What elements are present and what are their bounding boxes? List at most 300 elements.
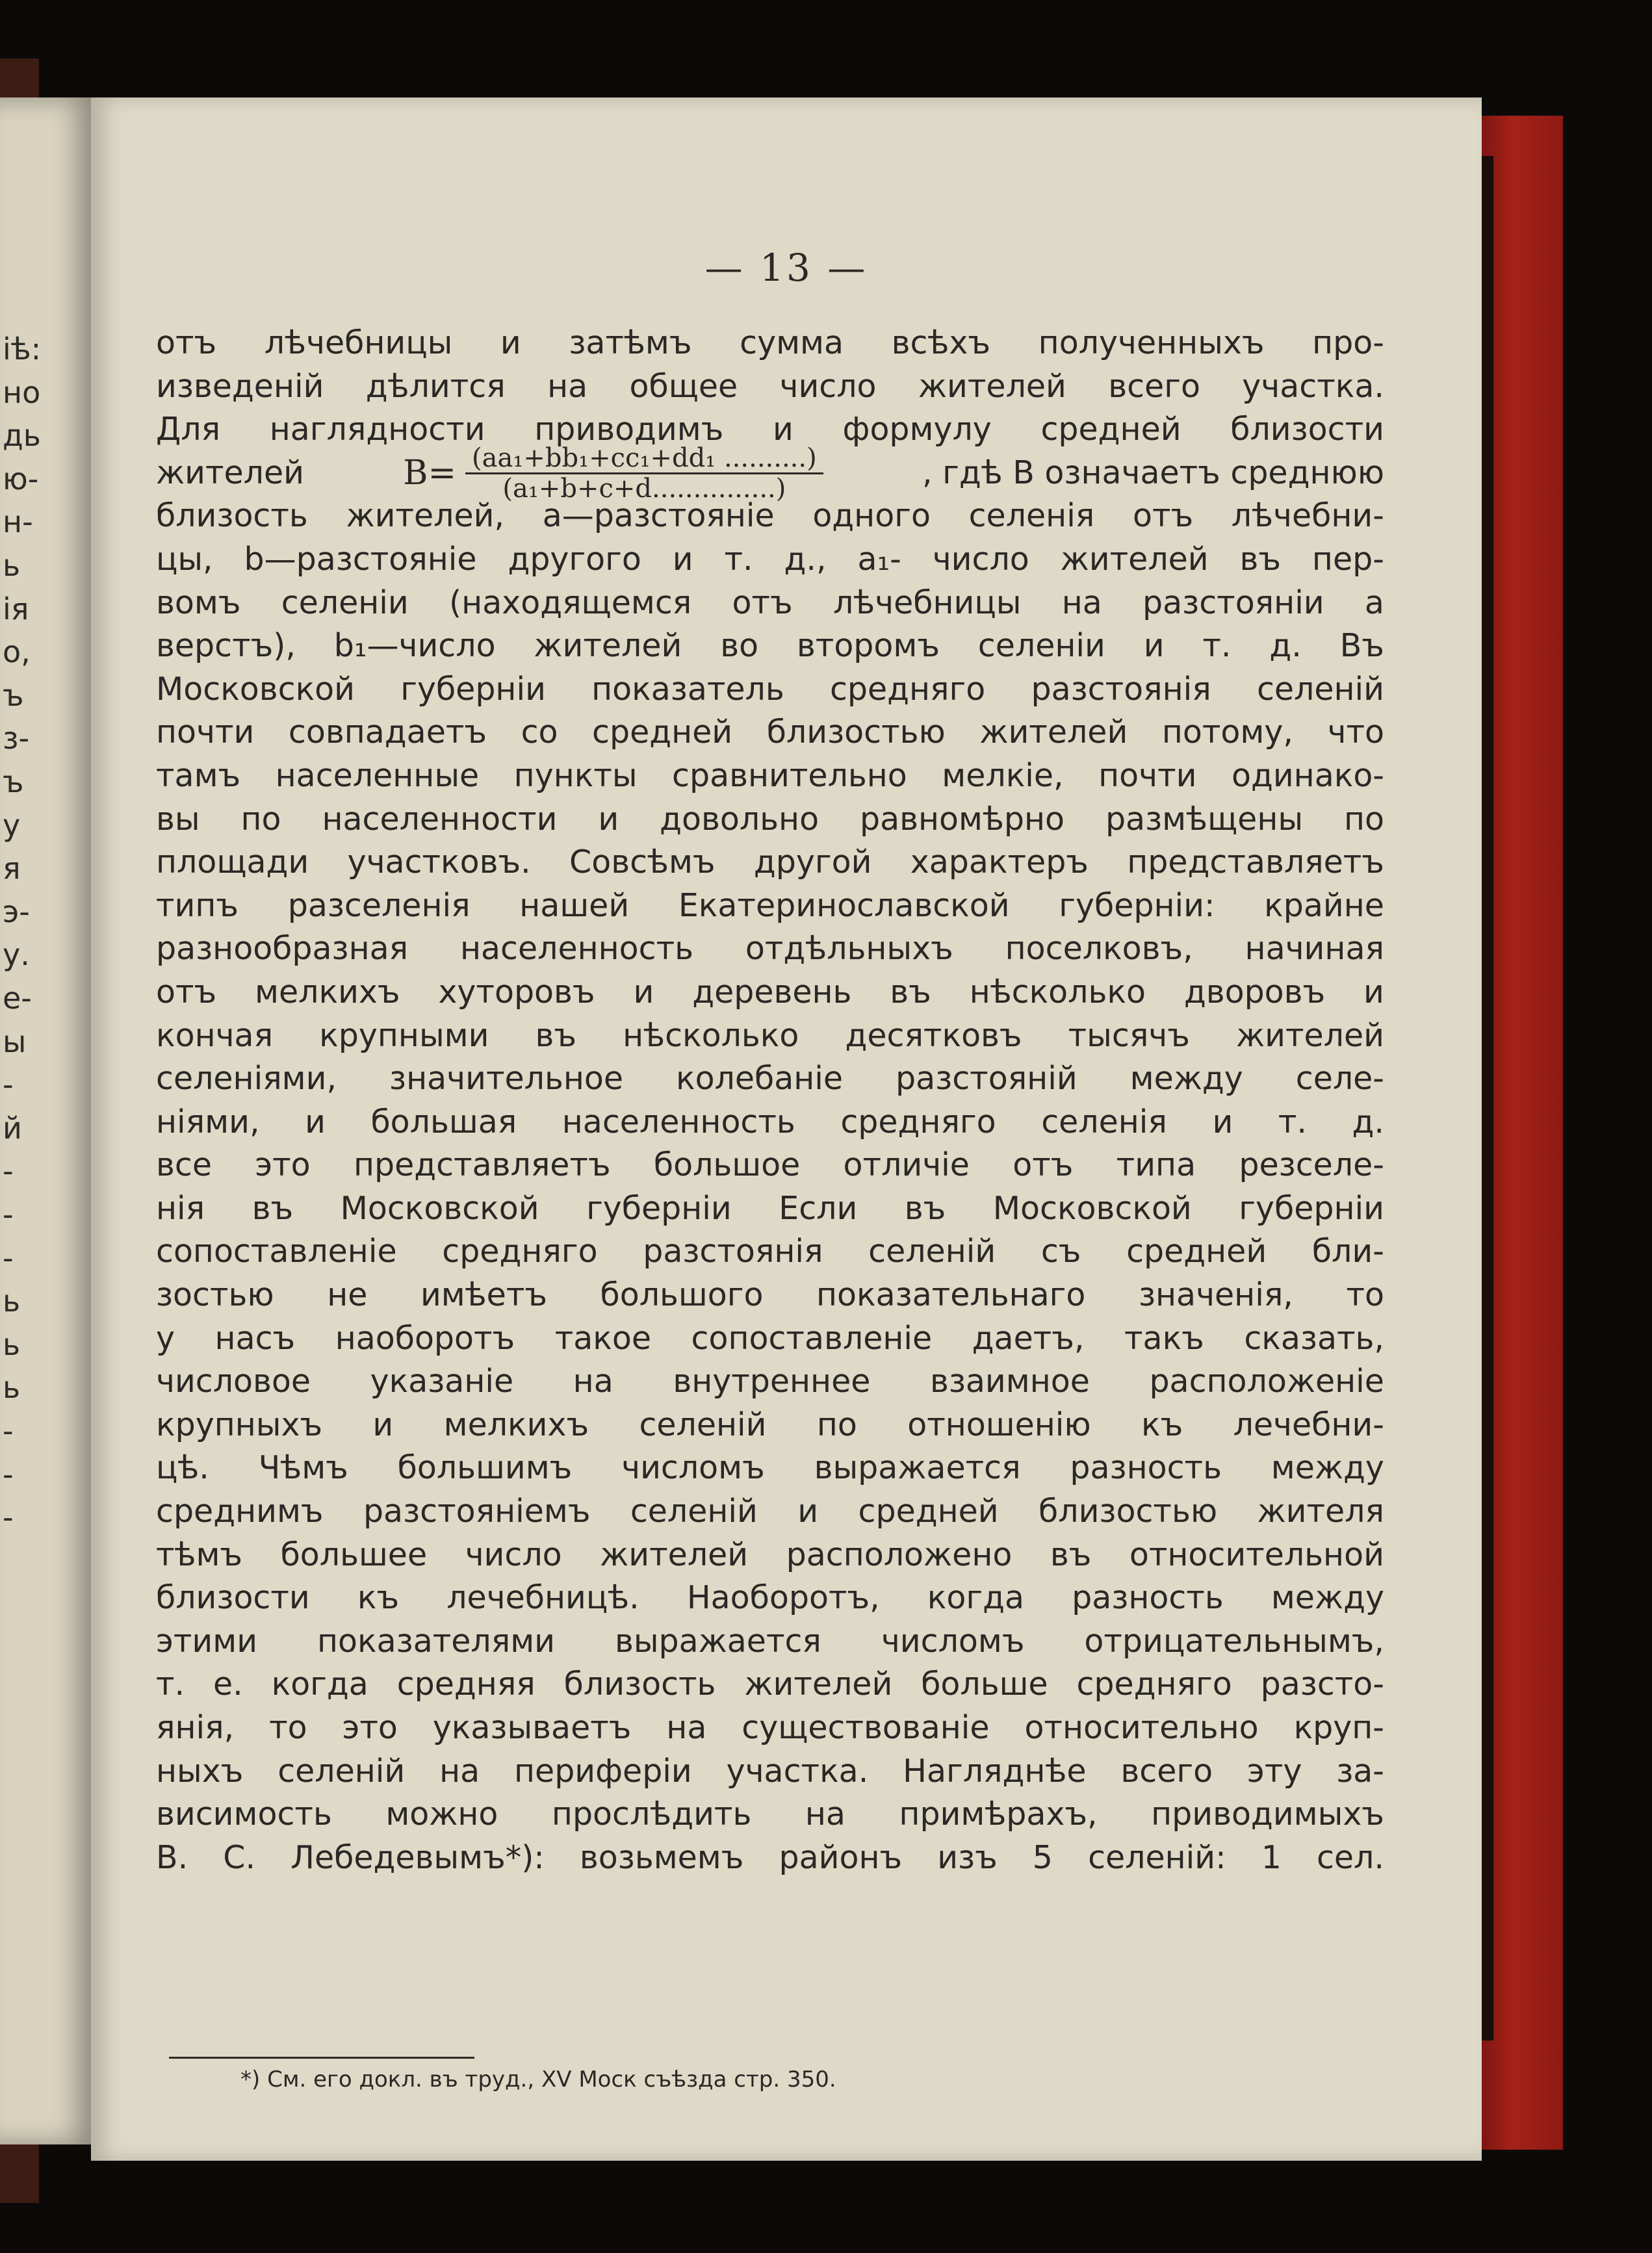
word: большого [600, 1276, 764, 1314]
word: указываетъ [432, 1709, 632, 1746]
word: селеній: [1088, 1838, 1226, 1876]
word: всего [1108, 367, 1200, 405]
word: населенность [561, 1103, 795, 1140]
word: въ [904, 1189, 946, 1227]
word: Для [156, 411, 221, 448]
text-line [156, 1187, 1384, 1231]
word: за- [1336, 1752, 1384, 1790]
word: больше [921, 1666, 1048, 1703]
text-line [156, 1577, 1384, 1620]
word: селеній [868, 1233, 996, 1270]
word: т. [724, 540, 753, 578]
word: д. [1352, 1103, 1384, 1140]
word: а—разстояніе [542, 497, 775, 535]
previous-page-fragment: н- [3, 504, 33, 540]
word: близость [156, 497, 308, 535]
word: и [1212, 1103, 1233, 1140]
text-line [156, 971, 1384, 1014]
word: по [1343, 800, 1384, 838]
word: и [305, 1103, 326, 1140]
word: показатель [591, 670, 784, 708]
word: прослѣдить [551, 1796, 752, 1833]
word: Чѣмъ [258, 1449, 348, 1487]
word: зостью [156, 1276, 274, 1314]
text-line [156, 1014, 1384, 1058]
word: можно [385, 1796, 498, 1833]
word: селеніи [977, 627, 1105, 665]
word: и [1143, 627, 1165, 665]
word: въ [1239, 540, 1282, 578]
word: равномѣрно [860, 800, 1065, 838]
word: лечебницѣ. [446, 1579, 639, 1617]
previous-page-fragment: - [3, 1153, 14, 1189]
previous-page-fragment: у. [3, 937, 30, 973]
word: и [672, 540, 693, 578]
previous-page-fragment: з- [3, 721, 30, 756]
word: поселковъ, [1005, 930, 1193, 968]
word: и [598, 800, 619, 838]
word: т. [1202, 627, 1232, 665]
word: представляетъ [353, 1146, 611, 1184]
previous-page-fragment: - [3, 1413, 14, 1448]
word: и [500, 324, 521, 361]
word: средней [858, 1493, 999, 1530]
word: на [547, 367, 588, 405]
text-line [156, 495, 1384, 538]
word: и [1363, 973, 1384, 1011]
word: размѣщены [1105, 800, 1304, 838]
word: почти [1098, 756, 1197, 794]
word: типа [1116, 1146, 1196, 1184]
word: губерніи [586, 1189, 732, 1227]
word: разнообразная [156, 930, 409, 968]
word: значительное [389, 1060, 624, 1098]
previous-page-fragment: ь [3, 1370, 21, 1406]
word: наоборотъ [335, 1319, 515, 1357]
word: среднимъ [156, 1493, 324, 1530]
text-line [156, 1404, 1384, 1447]
text-line [156, 1836, 1384, 1880]
word: средней [1126, 1233, 1267, 1270]
text-line [156, 538, 1384, 582]
word: и [797, 1493, 819, 1530]
word: на [439, 1752, 480, 1790]
word: a₁- [857, 540, 901, 578]
word: резселе- [1239, 1146, 1384, 1184]
word: дворовъ [1183, 973, 1326, 1011]
word: сопоставленіе [691, 1319, 933, 1357]
word: лѣчебницы [264, 324, 453, 361]
previous-page-fragment: ь [3, 1283, 21, 1319]
word: когда [271, 1666, 368, 1703]
word: селеній [1256, 670, 1384, 708]
formula-line [156, 443, 1384, 504]
word: участковъ. [347, 843, 531, 881]
previous-page-fragment: ы [3, 1024, 27, 1059]
word: 1 [1261, 1838, 1282, 1876]
word: и [372, 1406, 394, 1443]
previous-page-fragment: ъ [3, 764, 24, 799]
word: числовое [156, 1363, 311, 1400]
word: жителей [979, 714, 1128, 751]
text-line [156, 1057, 1384, 1101]
text-line [156, 1230, 1384, 1274]
previous-page-fragment: но [3, 374, 41, 410]
word: селеній [277, 1752, 406, 1790]
word: что [1327, 714, 1384, 751]
word: большее [280, 1536, 428, 1573]
word: лѣчебни- [1231, 497, 1384, 535]
word: разселенія [287, 886, 471, 924]
word: жителей [744, 1666, 893, 1703]
word: большое [653, 1146, 801, 1184]
text-line [156, 1447, 1384, 1490]
word: близостью [766, 714, 946, 751]
word: отъ [156, 324, 217, 361]
text-line [156, 1706, 1384, 1750]
formula-denominator: (a₁+b+c+d...............) [502, 473, 786, 504]
word: пункты [513, 756, 638, 794]
previous-page-fragment: э- [3, 894, 30, 929]
previous-page-fragment: ія [3, 591, 29, 626]
word: разсто- [1260, 1666, 1384, 1703]
word: разстояніи [1142, 584, 1324, 621]
word: висимость [156, 1796, 332, 1833]
text-line [156, 1490, 1384, 1534]
word: близости [1230, 411, 1384, 448]
word: близостью [1039, 1493, 1218, 1530]
previous-page-fragment: о, [3, 634, 31, 670]
mean-proximity-formula [403, 444, 823, 503]
word: то [1346, 1276, 1384, 1314]
word: между [1271, 1449, 1384, 1487]
text-line [156, 582, 1384, 625]
word: числомъ [881, 1622, 1025, 1660]
word: отъ [1013, 1146, 1074, 1184]
word: приводимыхъ [1151, 1796, 1384, 1833]
word: въ [890, 973, 931, 1011]
word: бли- [1311, 1233, 1384, 1270]
word: общее [629, 367, 738, 405]
word: все [156, 1146, 212, 1184]
word: Московской [156, 670, 355, 708]
word: жителей [600, 1536, 749, 1573]
word: лѣчебницы [832, 584, 1022, 621]
word: селеніи [281, 584, 409, 621]
word: ніями, [156, 1103, 260, 1140]
word: е. [213, 1666, 243, 1703]
word: колебаніе [675, 1060, 844, 1098]
word: губерніи [400, 670, 546, 708]
word: на [666, 1709, 707, 1746]
previous-page-fragment: я [3, 851, 21, 886]
word: показателями [317, 1622, 556, 1660]
word: мелкіе, [942, 756, 1064, 794]
word: отъ [1132, 497, 1194, 535]
word: потому, [1161, 714, 1293, 751]
word: круп- [1293, 1709, 1384, 1746]
word: тысячъ [1068, 1016, 1190, 1054]
word: другой [753, 843, 872, 881]
word: хуторовъ [438, 973, 595, 1011]
word: не [327, 1276, 368, 1314]
word: почти [156, 714, 255, 751]
word: селенія [1041, 1103, 1167, 1140]
formula-fraction [465, 444, 823, 503]
word: вы [156, 800, 200, 838]
text-line [156, 1793, 1384, 1836]
word: ныхъ [156, 1752, 244, 1790]
word: отношенію [907, 1406, 1091, 1443]
word: участка. [1242, 367, 1384, 405]
text-line [156, 798, 1384, 842]
word: средней [592, 714, 733, 751]
word: лечебни- [1233, 1406, 1384, 1443]
text-line [156, 1750, 1384, 1794]
word: число [779, 367, 877, 405]
word: нашей [519, 886, 630, 924]
word: Наоборотъ, [686, 1579, 880, 1617]
word: относительно [1024, 1709, 1259, 1746]
word: отъ [732, 584, 793, 621]
text-line [156, 1274, 1384, 1317]
word: селе- [1295, 1060, 1384, 1098]
word: со [521, 714, 558, 751]
word: имѣетъ [420, 1276, 547, 1314]
page-number: — 13 — [704, 246, 868, 290]
word: число [465, 1536, 562, 1573]
word: показательнаго [816, 1276, 1086, 1314]
word: В. [156, 1838, 188, 1876]
text-line [156, 668, 1384, 712]
text-line [156, 1144, 1384, 1187]
previous-page-fragment: іѣ: [3, 331, 42, 367]
previous-page-fragment: ь [3, 1326, 21, 1362]
word: эту [1246, 1752, 1302, 1790]
word: селеній [630, 1493, 758, 1530]
word: верстъ), [156, 627, 296, 665]
word: селеній [639, 1406, 767, 1443]
word: сказать, [1244, 1319, 1384, 1357]
word: полученныхъ [1038, 324, 1265, 361]
word: средняго [442, 1233, 598, 1270]
word: разстояній [896, 1060, 1078, 1098]
word: взаимное [929, 1363, 1090, 1400]
word: средняго [840, 1103, 996, 1140]
word: указаніе [370, 1363, 514, 1400]
word: то [269, 1709, 307, 1746]
word: на [805, 1796, 845, 1833]
word: т. [156, 1666, 185, 1703]
word: населенные [275, 756, 480, 794]
previous-page-fragment: - [3, 1067, 14, 1103]
text-line [156, 1534, 1384, 1577]
word: большая [370, 1103, 517, 1140]
word: мелкихъ [443, 1406, 589, 1443]
word: расположено [786, 1536, 1013, 1573]
word: по [816, 1406, 857, 1443]
previous-page-fragment: - [3, 1456, 14, 1492]
word: существованіе [742, 1709, 990, 1746]
word: дѣлится [365, 367, 506, 405]
word: С. [223, 1838, 256, 1876]
word: второмъ [796, 627, 940, 665]
word: довольно [660, 800, 820, 838]
word: Нагляднѣе [903, 1752, 1087, 1790]
word: а [1364, 584, 1384, 621]
word: одинако- [1231, 756, 1384, 794]
word: разность [1070, 1449, 1222, 1487]
word: 5 [1032, 1838, 1053, 1876]
word: совпадаетъ [288, 714, 487, 751]
word: близости [156, 1579, 310, 1617]
word: внутреннее [673, 1363, 871, 1400]
word: населенности [322, 800, 558, 838]
word: къ [357, 1579, 400, 1617]
word: цѣ. [156, 1449, 209, 1487]
word: это [255, 1146, 311, 1184]
word: средней [1040, 411, 1181, 448]
word: приводимъ [534, 411, 724, 448]
footnote: *) См. его докл. въ труд., XV Моск съѣзда стр. 350. [240, 2066, 836, 2092]
text-line [156, 624, 1384, 668]
word: отрицательнымъ, [1084, 1622, 1384, 1660]
text-line [156, 322, 1384, 365]
word: на [573, 1363, 613, 1400]
text-line [156, 1620, 1384, 1664]
word: жителей [1235, 1016, 1384, 1054]
text-line [156, 754, 1384, 798]
word: и [773, 411, 794, 448]
word: выражается [814, 1449, 1021, 1487]
word: сопоставленіе [156, 1233, 397, 1270]
word: изъ [937, 1838, 998, 1876]
text-line [156, 884, 1384, 928]
text-line [156, 1101, 1384, 1144]
word: большимъ [397, 1449, 573, 1487]
word: жителя [1257, 1493, 1384, 1530]
word: жителей, [346, 497, 505, 535]
word: выражается [614, 1622, 821, 1660]
word: тѣмъ [156, 1536, 243, 1573]
word: д., [784, 540, 827, 578]
word: близость [563, 1666, 716, 1703]
previous-page-fragment: й [3, 1110, 22, 1146]
word: нѣсколько [623, 1016, 799, 1054]
word: когда [927, 1579, 1025, 1617]
word: Совсѣмъ [569, 843, 716, 881]
word: такъ [1124, 1319, 1204, 1357]
word: Въ [1339, 627, 1384, 665]
word: т. [1278, 1103, 1307, 1140]
word: Московской [340, 1189, 539, 1227]
word: крайне [1264, 886, 1384, 924]
word: Если [779, 1189, 858, 1227]
word: сел. [1316, 1838, 1384, 1876]
word: къ [1141, 1406, 1183, 1443]
word: въ [1050, 1536, 1092, 1573]
word: относительной [1129, 1536, 1384, 1573]
word: цы, [156, 540, 213, 578]
word: отъ [156, 973, 217, 1011]
word: мелкихъ [255, 973, 400, 1011]
word: янія, [156, 1709, 235, 1746]
word: во [720, 627, 759, 665]
word: типъ [156, 886, 239, 924]
word: по [240, 800, 281, 838]
word: другого [508, 540, 641, 578]
text-line [156, 365, 1384, 409]
word: Московской [992, 1189, 1192, 1227]
word: пер- [1311, 540, 1384, 578]
word: крупныхъ [156, 1406, 323, 1443]
word: десятковъ [845, 1016, 1022, 1054]
word: наглядности [269, 411, 485, 448]
word: b—разстояніе [244, 540, 477, 578]
formula-tail: , гдѣ B означаетъ среднюю [922, 454, 1384, 491]
text-line [156, 1663, 1384, 1706]
previous-page-fragment: ю- [3, 461, 39, 496]
word: это [342, 1709, 398, 1746]
word: между [1271, 1579, 1384, 1617]
word: формулу [842, 411, 992, 448]
word: (находящемся [449, 584, 692, 621]
word: значенія, [1138, 1276, 1293, 1314]
word: b₁—число [333, 627, 496, 665]
text-line [156, 1360, 1384, 1404]
word: всѣхъ [891, 324, 991, 361]
book-page [91, 97, 1482, 2161]
text-line [156, 841, 1384, 884]
word: жителей [1060, 540, 1209, 578]
word: одного [812, 497, 931, 535]
page-body [156, 322, 1384, 1879]
word: крупными [319, 1016, 489, 1054]
word: у [156, 1319, 175, 1357]
word: на [1061, 584, 1102, 621]
word: жителей [534, 627, 682, 665]
word: про- [1312, 324, 1384, 361]
book-cover-shadow [1480, 156, 1493, 2041]
word: средняго [1076, 1666, 1232, 1703]
word: губерніи [1239, 1189, 1384, 1227]
word: кончая [156, 1016, 274, 1054]
word: периферіи [514, 1752, 692, 1790]
word: селенія [968, 497, 1095, 535]
word: и [633, 973, 654, 1011]
word: средняго [829, 670, 986, 708]
word: число [932, 540, 1029, 578]
word: сравнительно [672, 756, 907, 794]
word: населенность [459, 930, 694, 968]
word: этими [156, 1622, 258, 1660]
previous-page-fragment: - [3, 1240, 14, 1276]
formula-numerator: (aa₁+bb₁+cc₁+dd₁ ..........) [465, 444, 823, 474]
word: жителей [918, 367, 1066, 405]
word: примѣрахъ, [899, 1796, 1098, 1833]
previous-page-fragment: ъ [3, 677, 24, 713]
word: числомъ [621, 1449, 765, 1487]
word: такое [554, 1319, 652, 1357]
word: даетъ, [972, 1319, 1085, 1357]
word: средняя [396, 1666, 536, 1703]
word: Екатеринославской [678, 886, 1010, 924]
word: селеніями, [156, 1060, 337, 1098]
word: губерніи: [1059, 886, 1215, 924]
word: всего [1120, 1752, 1213, 1790]
word: въ [252, 1189, 294, 1227]
word: разстояніемъ [363, 1493, 591, 1530]
